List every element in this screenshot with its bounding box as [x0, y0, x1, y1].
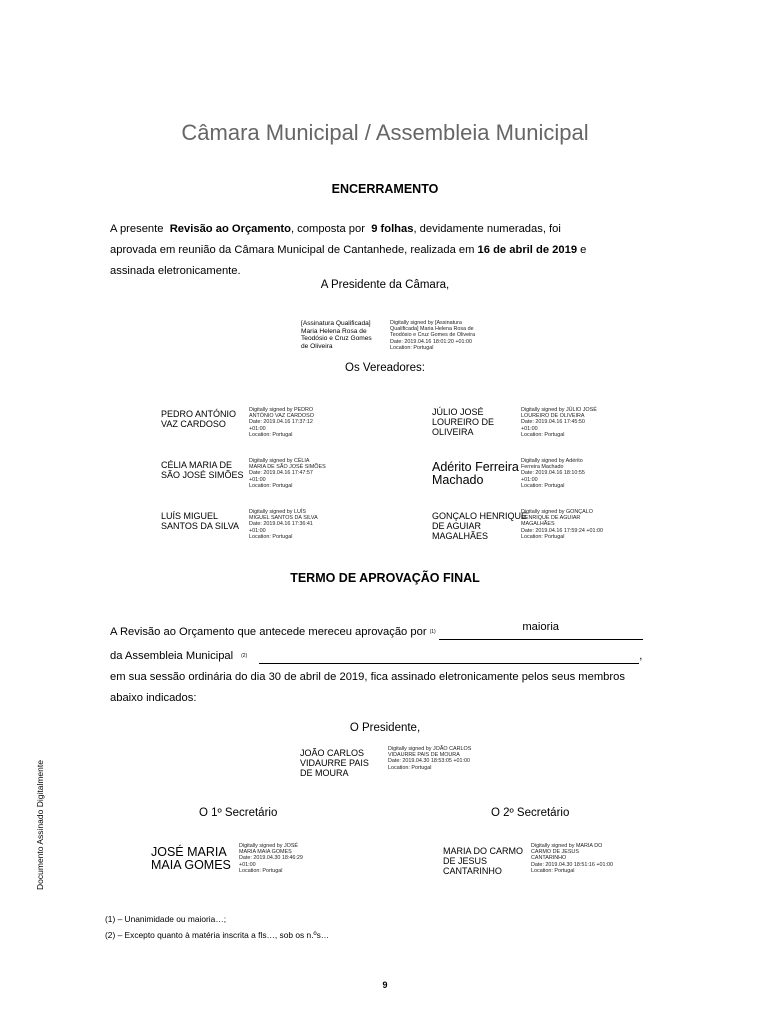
councillor-signature-details: Digitally signed by JÚLIO JOSÉ LOUREIRO DE OLIVEIRA Date: 2019.04.16 17:45:50 +01:00 Location: Portugal: [521, 407, 597, 438]
council-president-signature-details: Digitally signed by [Assinatura Qualificada] Maria Helena Rosa de Teodósio e Cruz Gomes de Oliveira Date: 2019.04.16 18:01:20 +01:00 Location: Portugal: [390, 320, 476, 351]
councillor-signature-name: GONÇALO HENRIQUE DE AGUIAR MAGALHÃES: [432, 511, 528, 541]
councillor-signature-name: PEDRO ANTÓNIO VAZ CARDOSO: [161, 409, 237, 429]
assembly-president-signature-name: JOÃO CARLOS VIDAURRE PAIS DE MOURA: [300, 748, 369, 778]
document-title: Câmara Municipal / Assembleia Municipal: [181, 120, 589, 145]
council-president-label: A Presidente da Câmara,: [320, 279, 450, 291]
councillor-signature-name: Adérito Ferreira Machado: [432, 460, 519, 487]
councillor-signature-details: Digitally signed by LUÍS MIGUEL SANTOS DA SILVA Date: 2019.04.16 17:36:41 +01:00 Location: Portugal: [249, 509, 318, 540]
closing-paragraph: [110, 219, 622, 282]
approval-heading: TERMO DE APROVAÇÃO FINAL: [290, 571, 480, 585]
councillor-signature-name: JÚLIO JOSÉ LOUREIRO DE OLIVEIRA: [432, 407, 495, 437]
digital-signature-side-note: Documento Assinado Digitalmente: [35, 760, 45, 890]
councillor-signature-name: LUÍS MIGUEL SANTOS DA SILVA: [161, 511, 240, 531]
page-number: 9: [382, 980, 388, 990]
closing-text-6: assinada eletronicamente.: [110, 265, 241, 277]
council-president-signature-name: [Assinatura Qualificada] Maria Helena Rosa de Teodósio e Cruz Gomes de Oliveira: [301, 320, 372, 350]
approval-line-2: da Assembleia Municipal $^{(2)}$ ,: [110, 650, 643, 662]
footnote-marker-2: (2): [241, 653, 248, 659]
footnote-marker-1: (1): [429, 629, 436, 635]
closing-text-5: e: [580, 244, 587, 256]
councillor-signature-name: CÉLIA MARIA DE SÃO JOSÉ SIMÕES: [161, 460, 244, 480]
second-secretary-signature-details: Digitally signed by MARIA DO CARMO DE JESUS CANTARINHO Date: 2019.04.30 18:51:16 +01:00 Location: Portugal: [531, 843, 613, 874]
councillors-label: Os Vereadores:: [345, 362, 425, 374]
first-secretary-signature-name: JOSÉ MARIA MAIA GOMES: [151, 845, 231, 872]
assembly-president-label: O Presidente,: [349, 722, 421, 734]
assembly-president-signature-details: Digitally signed by JOÃO CARLOS VIDAURRE PAIS DE MOURA Date: 2019.04.30 18:53:05 +01:00 Location: Portugal: [388, 746, 472, 771]
councillor-signature-details: Digitally signed by Adérito Ferreira Machado Date: 2019.04.16 18:10:55 +01:00 Location: Portugal: [521, 458, 585, 489]
first-secretary-label: O 1º Secretário: [199, 807, 278, 819]
closing-text-3: , devidamente numeradas, foi: [413, 223, 561, 235]
footnote-1: (1) – Unanimidade ou maioria…;: [105, 914, 227, 924]
closing-heading: ENCERRAMENTO: [331, 182, 439, 196]
approval-type-field: [439, 621, 643, 640]
second-secretary-signature-name: MARIA DO CARMO DE JESUS CANTARINHO: [443, 846, 524, 876]
closing-text-1: A presente: [110, 223, 164, 235]
approval-line-3: em sua sessão ordinária do dia 30 de abril de 2019, fica assinado eletronicamente pelos seus membros: [110, 671, 625, 683]
approval-line-4: abaixo indicados:: [110, 692, 197, 704]
footnote-2: (2) – Excepto quanto à matéria inscrita a fls…, sob os n.ºs…: [105, 930, 330, 940]
second-secretary-label: O 2º Secretário: [491, 807, 570, 819]
councillor-signature-details: Digitally signed by PEDRO ANTÓNIO VAZ CARDOSO Date: 2019.04.16 17:37:12 +01:00 Location: Portugal: [249, 407, 314, 438]
councillor-signature-details: Digitally signed by GONÇALO HENRIQUE DE AGUIAR MAGALHÃES Date: 2019.04.16 17:59:24 +01:00 Location: Portugal: [521, 509, 603, 540]
first-secretary-signature-details: Digitally signed by JOSÉ MARIA MAIA GOMES Date: 2019.04.30 18:46:29 +01:00 Location: Portugal: [239, 843, 303, 874]
approval-type-value: maioria: [522, 621, 560, 633]
councillor-signature-details: Digitally signed by CÉLIA MARIA DE SÃO JOSÉ SIMÕES Date: 2019.04.16 17:47:57 +01:00 Location: Portugal: [249, 458, 326, 489]
sheet-count: 9 folhas: [371, 223, 414, 235]
approval-paragraph: [110, 667, 670, 709]
exception-field: [259, 649, 639, 664]
meeting-date: 16 de abril de 2019: [477, 244, 578, 256]
document-name: Revisão ao Orçamento: [169, 223, 291, 235]
closing-text-2: , composta por: [290, 223, 365, 235]
approval-line-1: A Revisão ao Orçamento que antecede mereceu aprovação por $^{(1)}$ maioria: [110, 625, 670, 640]
closing-text-4: aprovada em reunião da Câmara Municipal de Cantanhede, realizada em: [110, 244, 475, 256]
